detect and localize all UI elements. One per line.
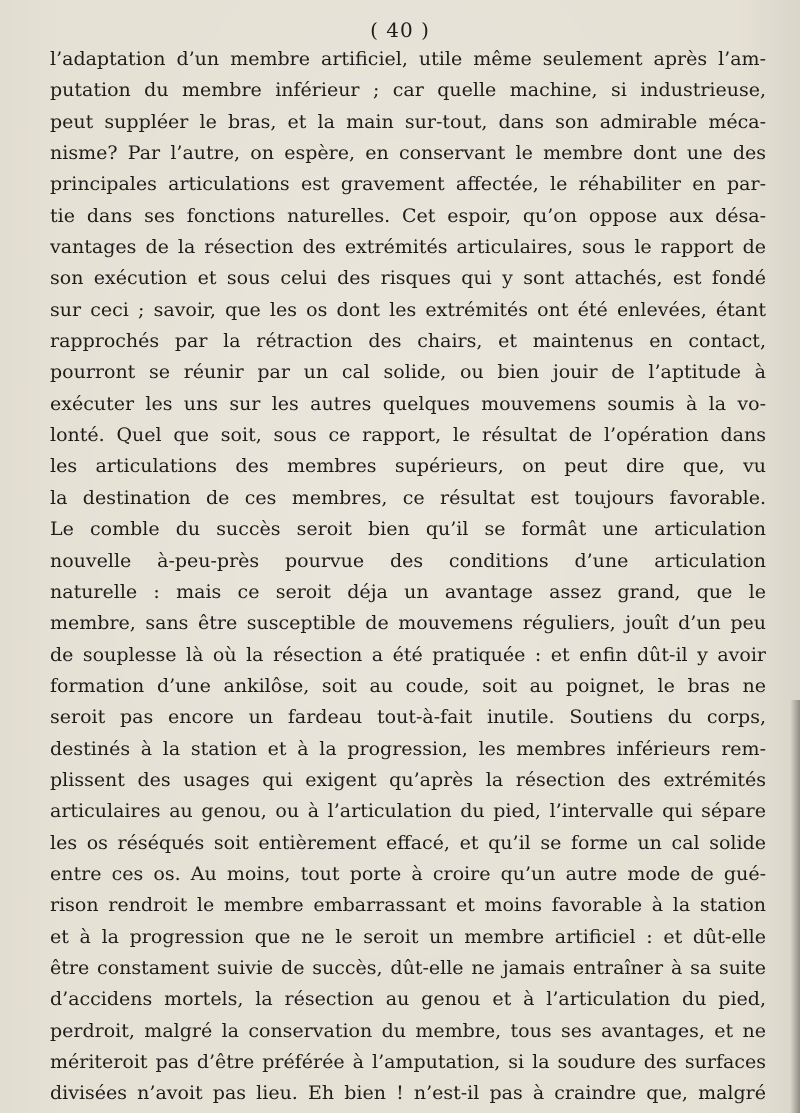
text-line: plissent des usages qui exigent qu’après la résection des extrémités <box>50 768 766 791</box>
text-line: son exécution et sous celui des risques qui y sont attachés, est fondé <box>50 267 766 290</box>
text-line: la destination de ces membres, ce résultat est toujours favorable. <box>50 486 766 509</box>
text-line: formation d’une ankilôse, soit au coude, soit au poignet, le bras ne <box>50 674 766 697</box>
text-line: nisme? Par l’autre, on espère, en conservant le membre dont une des <box>50 142 766 165</box>
text-line: être constament suivie de succès, dût-elle ne jamais entraîner à sa suite <box>50 956 766 979</box>
text-line: les os réséqués soit entièrement effacé, et qu’il se forme un cal solide <box>50 831 766 854</box>
text-line: d’accidens mortels, la résection au genou et à l’articulation du pied, <box>50 988 766 1011</box>
text-line: de souplesse là où la résection a été pratiquée : et enfin dût-il y avoir <box>50 643 766 666</box>
text-line: et à la progression que ne le seroit un membre artificiel : et dût-elle <box>50 925 766 948</box>
text-line: naturelle : mais ce seroit déja un avantage assez grand, que le <box>50 580 766 603</box>
text-line: peut suppléer le bras, et la main sur-tout, dans son admirable méca- <box>50 110 766 133</box>
text-line: Le comble du succès seroit bien qu’il se formât une articulation <box>50 518 766 541</box>
page-number: ( 40 ) <box>370 18 430 42</box>
page-edge-shadow <box>790 700 800 1113</box>
text-line: rison rendroit le membre embarrassant et moins favorable à la station <box>50 894 766 917</box>
text-line: nouvelle à-peu-près pourvue des conditions d’une articulation <box>50 549 766 572</box>
text-line: exécuter les uns sur les autres quelques mouvemens soumis à la vo- <box>50 392 766 415</box>
text-line: pourront se réunir par un cal solide, ou bien jouir de l’aptitude à <box>50 361 766 384</box>
text-line: sur ceci ; savoir, que les os dont les extrémités ont été enlevées, étant <box>50 298 766 321</box>
text-line: vantages de la résection des extrémités articulaires, sous le rapport de <box>50 236 766 259</box>
text-line: divisées n’avoit pas lieu. Eh bien ! n’est-il pas à craindre que, malgré <box>50 1082 766 1105</box>
text-line: principales articulations est gravement affectée, le réhabiliter en par- <box>50 173 766 196</box>
text-line: lonté. Quel que soit, sous ce rapport, le résultat de l’opération dans <box>50 424 766 447</box>
text-line: entre ces os. Au moins, tout porte à croire qu’un autre mode de gué- <box>50 862 766 885</box>
text-line: seroit pas encore un fardeau tout-à-fait inutile. Soutiens du corps, <box>50 706 766 729</box>
text-line: articulaires au genou, ou à l’articulation du pied, l’intervalle qui sépare <box>50 800 766 823</box>
text-line: les articulations des membres supérieurs, on peut dire que, vu <box>50 455 766 478</box>
text-line: putation du membre inférieur ; car quelle machine, si industrieuse, <box>50 79 766 102</box>
page-body <box>50 44 766 1110</box>
text-line: l’adaptation d’un membre artificiel, utile même seulement après l’am- <box>50 48 766 70</box>
text-line: tie dans ses fonctions naturelles. Cet espoir, qu’on oppose aux désa- <box>50 204 766 227</box>
text-line: membre, sans être susceptible de mouvemens réguliers, jouît d’un peu <box>50 612 766 635</box>
text-line: destinés à la station et à la progression, les membres inférieurs rem- <box>50 737 766 760</box>
text-line: perdroit, malgré la conservation du membre, tous ses avantages, et ne <box>50 1019 766 1042</box>
text-line: rapprochés par la rétraction des chairs, et maintenus en contact, <box>50 330 766 353</box>
text-line: mériteroit pas d’être préférée à l’amputation, si la soudure des surfaces <box>50 1051 766 1073</box>
